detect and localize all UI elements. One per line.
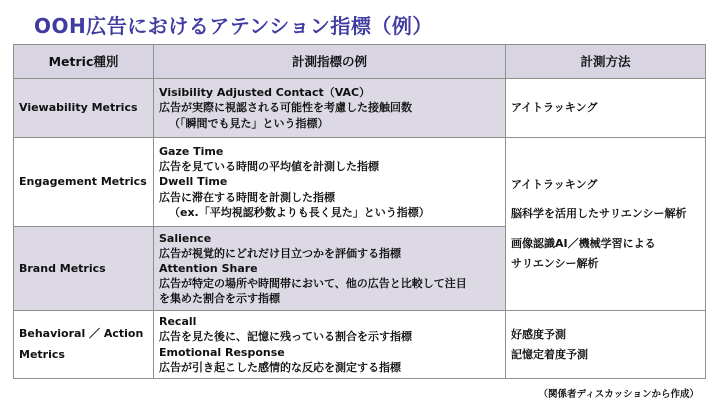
example-line: Salience bbox=[159, 231, 212, 245]
method-line: 好感度予測 bbox=[511, 327, 566, 341]
example-line: Emotional Response bbox=[159, 345, 285, 359]
example-line: Attention Share bbox=[159, 261, 258, 275]
method-line: 記憶定着度予測 bbox=[511, 348, 588, 361]
method-viewability: アイトラッキング bbox=[506, 79, 706, 138]
example-line: （ex.「平均視認秒数よりも長く見た」という指標） bbox=[169, 205, 430, 219]
method-line: アイトラッキング bbox=[511, 178, 598, 192]
method-line: 画像認識AI／機械学習による bbox=[511, 236, 656, 250]
example-line: 広告が視覚的にどれだけ目立つかを評価する指標 bbox=[159, 246, 401, 260]
metric-name-behavioral: Behavioral ／ Action Metrics bbox=[14, 311, 154, 379]
metric-name-brand: Brand Metrics bbox=[14, 227, 154, 311]
example-line: Gaze Time bbox=[159, 145, 224, 159]
page-title: OOH広告におけるアテンション指標（例） bbox=[34, 14, 433, 38]
example-line: 広告が実際に視認される可能性を考慮した接触回数 bbox=[159, 101, 412, 115]
method-line: サリエンシー解析 bbox=[511, 256, 599, 270]
example-line: 広告を見た後に、記憶に残っている割合を示す指標 bbox=[159, 330, 412, 344]
example-line: 広告が特定の場所や時間帯において、他の広告と比較して注目 bbox=[159, 277, 467, 291]
example-line: Recall bbox=[159, 315, 197, 329]
header-examples: 計測指標の例 bbox=[154, 45, 506, 79]
example-line: Visibility Adjusted Contact（VAC） bbox=[159, 86, 371, 100]
metric-name-engagement: Engagement Metrics bbox=[14, 138, 154, 227]
header-method: 計測方法 bbox=[506, 45, 706, 79]
example-line: 広告を見ている時間の平均値を計測した指標 bbox=[159, 160, 379, 174]
examples-viewability bbox=[154, 79, 506, 138]
header-row bbox=[14, 45, 706, 79]
table-row-behavioral bbox=[14, 311, 706, 379]
examples-engagement bbox=[154, 138, 506, 227]
method-line: 脳科学を活用したサリエンシー解析 bbox=[511, 207, 687, 221]
example-line: を集めた割合を示す指標 bbox=[159, 292, 280, 306]
example-line: 広告に滞在する時間を計測した指標 bbox=[159, 190, 335, 204]
example-line: 広告が引き起こした感情的な反応を測定する指標 bbox=[159, 360, 401, 374]
header-metric-type: Metric種別 bbox=[14, 45, 154, 79]
examples-behavioral bbox=[154, 311, 506, 379]
table-row-viewability bbox=[14, 79, 706, 138]
example-line: （「瞬間でも見た」という指標） bbox=[169, 116, 329, 130]
example-line: Dwell Time bbox=[159, 175, 228, 189]
attention-metrics-table bbox=[13, 44, 706, 379]
method-engagement-brand bbox=[506, 138, 706, 311]
metric-name-viewability: Viewability Metrics bbox=[14, 79, 154, 138]
examples-brand bbox=[154, 227, 506, 311]
method-behavioral bbox=[506, 311, 706, 379]
source-footnote: （関係者ディスカッションから作成） bbox=[538, 389, 699, 400]
table-row-engagement bbox=[14, 138, 706, 227]
